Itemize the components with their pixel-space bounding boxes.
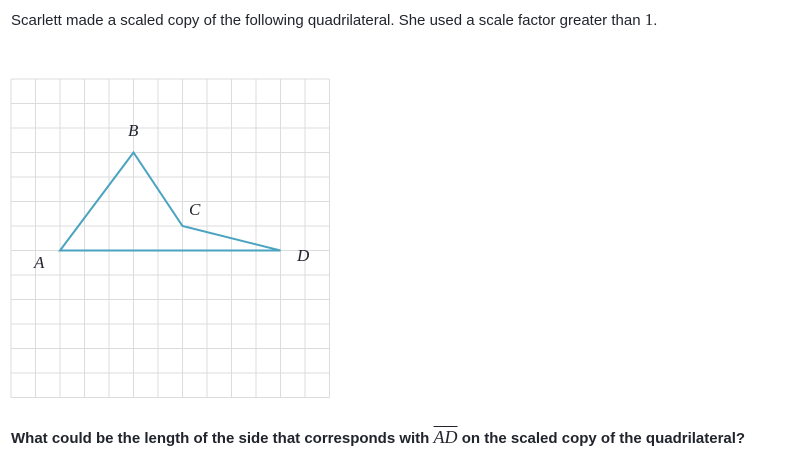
vertex-label-a: A [34,253,45,272]
intro-end: . [653,12,658,29]
vertex-label-b: B [128,121,139,140]
vertex-label-d: D [297,246,310,265]
scale-factor-value: 1 [644,10,654,29]
question-text [11,426,745,450]
question-after: on the scaled copy of the quadrilateral? [461,430,746,447]
vertex-label-c: C [189,200,201,219]
grid [11,79,330,398]
segment-ad: $\overline{AD}$ [433,427,458,447]
intro-text: Scarlett made a scaled copy of the following quadrilateral. She used a scale factor greater than [11,12,641,29]
question-before: What could be the length of the side that corresponds with [11,430,430,447]
